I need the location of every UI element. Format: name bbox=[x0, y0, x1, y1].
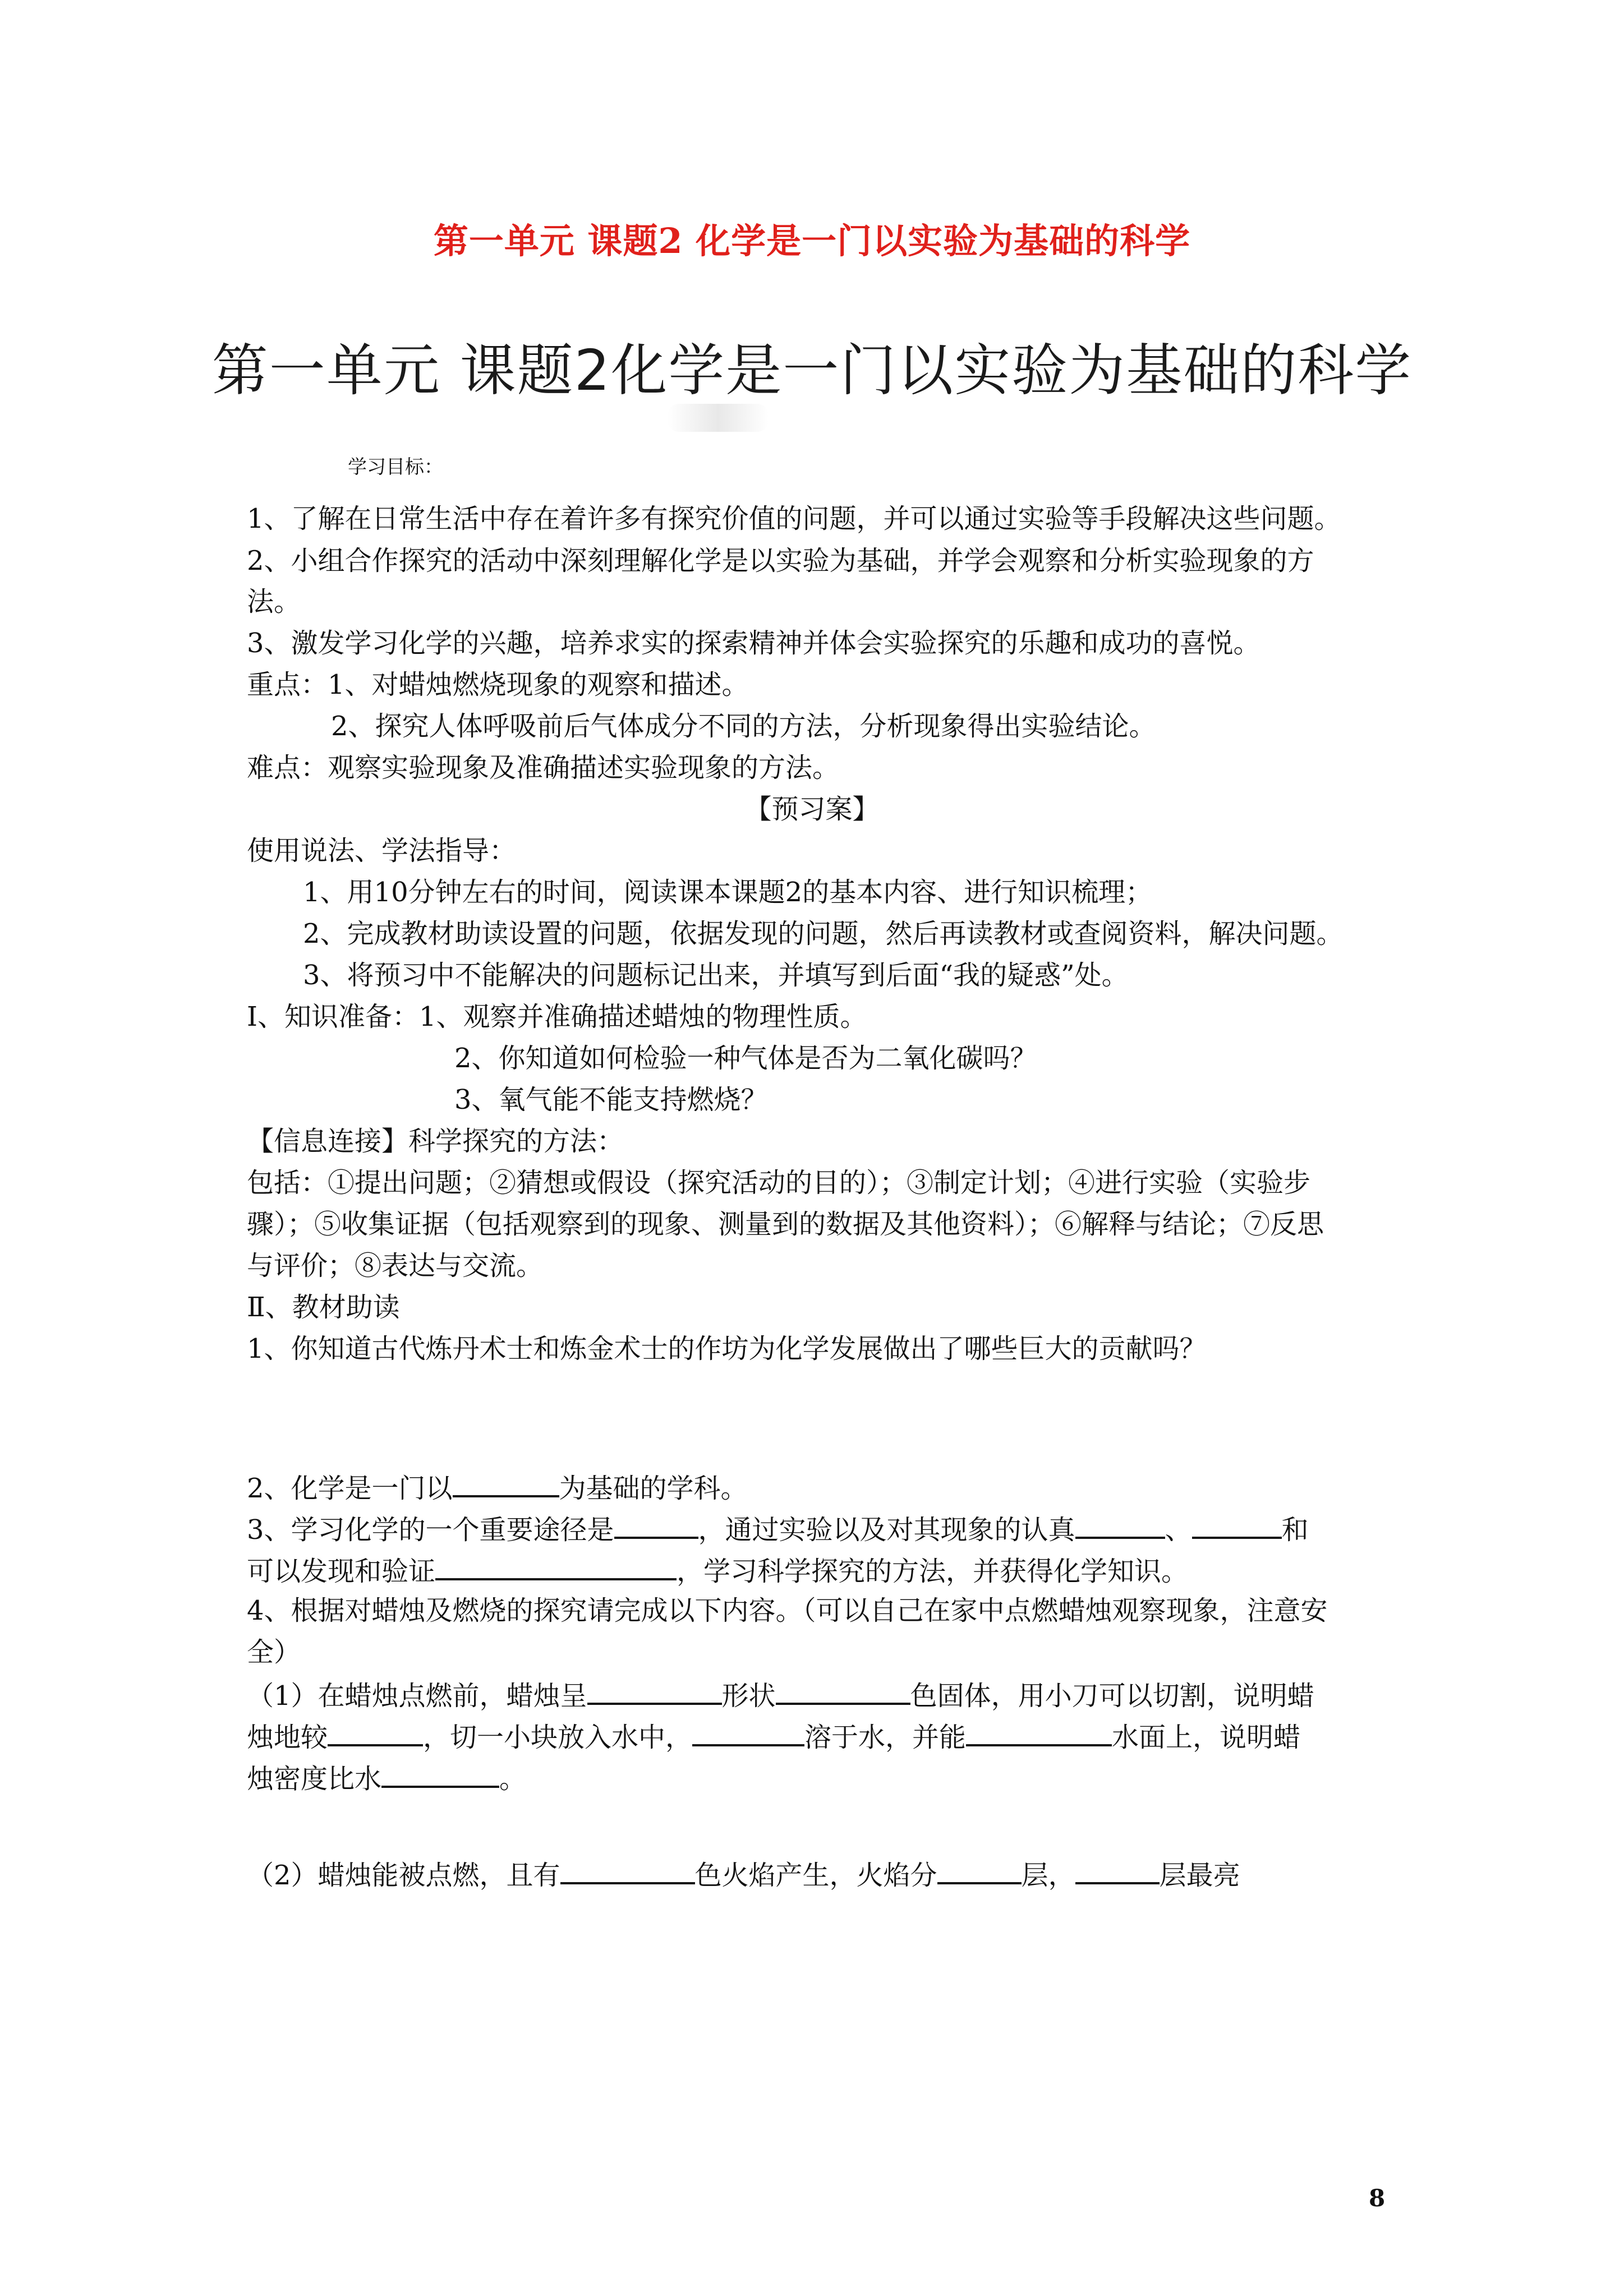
objective-3: 3、激发学习化学的兴趣，培养求实的探索精神并体会实验探究的乐趣和成功的喜悦。 bbox=[247, 628, 1260, 659]
objective-1: 1、了解在日常生活中存在着许多有探究价值的问题，并可以通过实验等手段解决这些问题。 bbox=[247, 503, 1341, 534]
answer-blank[interactable] bbox=[453, 1469, 559, 1497]
knowledge-prep-3: 3、氧气能不能支持燃烧？ bbox=[454, 1084, 768, 1115]
info-link-heading: 【信息连接】科学探究的方法： bbox=[247, 1126, 624, 1157]
method-line-1: 包括：①提出问题；②猜想或假设（探究活动的目的）；③制定计划；④进行实验（实验步 bbox=[247, 1167, 1311, 1198]
answer-blank[interactable] bbox=[776, 1677, 910, 1705]
answer-blank[interactable] bbox=[587, 1677, 722, 1705]
answer-blank[interactable] bbox=[614, 1511, 698, 1539]
answer-blank[interactable] bbox=[1075, 1856, 1160, 1884]
part-1-line-1: （1）在蜡烛点燃前，蜡烛呈 形状 色固体，用小刀可以切割，说明蜡 bbox=[247, 1677, 1402, 1713]
objective-2-cont: 法。 bbox=[247, 586, 301, 617]
part-1-line-3: 烛密度比水 。 bbox=[247, 1760, 1402, 1796]
question-3-line-1: 3、学习化学的一个重要途径是 ，通过实验以及对其现象的认真 、 和 bbox=[247, 1511, 1402, 1547]
question-1: 1、你知道古代炼丹术士和炼金术士的作坊为化学发展做出了哪些巨大的贡献吗？ bbox=[247, 1333, 1207, 1364]
guidance-2: 2、完成教材助读设置的问题，依据发现的问题，然后再读教材或查阅资料，解决问题。 bbox=[303, 918, 1344, 949]
answer-blank[interactable] bbox=[328, 1718, 423, 1746]
answer-blank[interactable] bbox=[381, 1760, 499, 1788]
answer-blank[interactable] bbox=[937, 1856, 1022, 1884]
difficulty: 难点：观察实验现象及准确描述实验现象的方法。 bbox=[247, 752, 840, 783]
knowledge-prep-2: 2、你知道如何检验一种气体是否为二氧化碳吗？ bbox=[454, 1043, 1037, 1074]
page-number: 8 bbox=[1369, 2184, 1386, 2212]
method-line-2: 骤）；⑤收集证据（包括观察到的现象、测量到的数据及其他资料）；⑥解释与结论；⑦反思 bbox=[247, 1209, 1324, 1240]
watermark-smudge bbox=[668, 404, 769, 432]
question-2: 2、化学是一门以 为基础的学科。 bbox=[247, 1469, 1402, 1505]
part-1-line-2: 烛地较 ，切一小块放入水中， 溶于水，并能 水面上，说明蜡 bbox=[247, 1718, 1402, 1754]
question-4-line-1: 4、根据对蜡烛及燃烧的探究请完成以下内容。（可以自己在家中点燃蜡烛观察现象，注意安 bbox=[247, 1595, 1328, 1626]
answer-blank[interactable] bbox=[560, 1856, 695, 1884]
question-3-line-2: 可以发现和验证 ，学习科学探究的方法，并获得化学知识。 bbox=[247, 1552, 1402, 1588]
guidance-3: 3、将预习中不能解决的问题标记出来，并填写到后面“我的疑惑”处。 bbox=[303, 960, 1129, 991]
guidance-1: 1、用10分钟左右的时间，阅读课本课题2的基本内容、进行知识梳理； bbox=[303, 877, 1153, 908]
question-4-line-2: 全） bbox=[247, 1636, 301, 1668]
main-title-image-text: 第一单元 课题2化学是一门以实验为基础的科学 bbox=[211, 338, 1413, 403]
answer-blank[interactable] bbox=[966, 1718, 1112, 1746]
part-2-line-1: （2）蜡烛能被点燃，且有 色火焰产生，火焰分 层， 层最亮 bbox=[247, 1856, 1402, 1892]
objectives-label: 学习目标： bbox=[348, 456, 443, 478]
answer-blank[interactable] bbox=[1192, 1511, 1282, 1539]
preview-heading: 【预习案】 bbox=[744, 794, 880, 825]
textbook-reading-heading: Ⅱ、教材助读 bbox=[247, 1292, 400, 1323]
red-header-title: 第一单元 课题2 化学是一门以实验为基础的科学 bbox=[433, 220, 1191, 261]
objective-2: 2、小组合作探究的活动中深刻理解化学是以实验为基础，并学会观察和分析实验现象的方 bbox=[247, 545, 1314, 577]
knowledge-prep-1: Ⅰ、知识准备：1、观察并准确描述蜡烛的物理性质。 bbox=[247, 1001, 867, 1032]
answer-blank[interactable] bbox=[692, 1718, 804, 1746]
key-point-1: 重点：1、对蜡烛燃烧现象的观察和描述。 bbox=[247, 669, 749, 700]
guidance-heading: 使用说法、学法指导： bbox=[247, 835, 517, 866]
answer-blank[interactable] bbox=[1075, 1511, 1165, 1539]
answer-blank[interactable] bbox=[435, 1552, 677, 1580]
method-line-3: 与评价；⑧表达与交流。 bbox=[247, 1250, 544, 1281]
key-point-2: 2、探究人体呼吸前后气体成分不同的方法，分析现象得出实验结论。 bbox=[331, 711, 1156, 742]
